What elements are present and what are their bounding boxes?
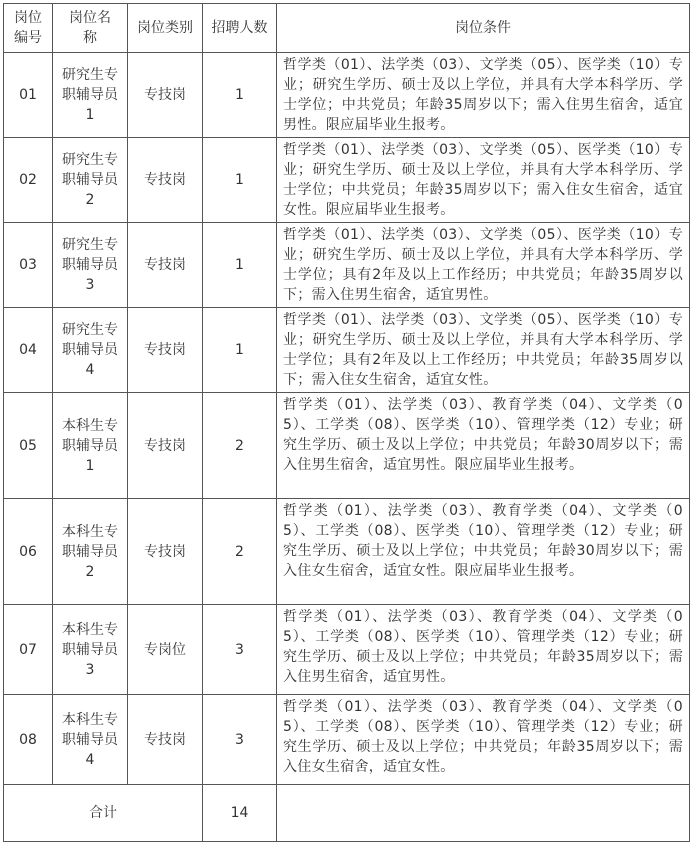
table-row xyxy=(4,605,690,695)
header-position-id: 岗位编号 xyxy=(4,4,53,53)
header-hire-count: 招聘人数 xyxy=(203,4,277,53)
position-id: 01 xyxy=(4,53,53,138)
total-label: 合计 xyxy=(4,785,203,842)
position-conditions: 哲学类（01）、法学类（03）、文学类（05）、医学类（10）专业；研究生学历、硕士及以上学位，并具有大学本科学历、学士学位；具有2年及以上工作经历；中共党员；年龄35周岁以下；需入住女生宿舍，适宜女性。 xyxy=(277,308,690,393)
position-type: 专技岗 xyxy=(128,138,203,223)
position-type: 专技岗 xyxy=(128,223,203,308)
position-name: 研究生专职辅导员2 xyxy=(53,138,128,223)
table-row xyxy=(4,308,690,393)
position-name: 研究生专职辅导员4 xyxy=(53,308,128,393)
hire-count: 1 xyxy=(203,53,277,138)
table-row xyxy=(4,499,690,605)
hire-count: 1 xyxy=(203,138,277,223)
hire-count: 1 xyxy=(203,308,277,393)
position-name: 本科生专职辅导员2 xyxy=(53,499,128,605)
position-type: 专技岗 xyxy=(128,53,203,138)
position-conditions: 哲学类（01）、法学类（03）、教育学类（04）、文学类（05）、工学类（08）、医学类（10）、管理学类（12）专业；研究生学历、硕士及以上学位；中共党员；年龄30周岁以下；需入住男生宿舍，适宜男性。限应届毕业生报考。 xyxy=(277,393,690,499)
position-name: 研究生专职辅导员1 xyxy=(53,53,128,138)
position-type: 专技岗 xyxy=(128,499,203,605)
position-conditions: 哲学类（01）、法学类（03）、文学类（05）、医学类（10）专业；研究生学历、硕士及以上学位，并具有大学本科学历、学士学位；中共党员；年龄35周岁以下；需入住女生宿舍，适宜女性。限应届毕业生报考。 xyxy=(277,138,690,223)
header-row xyxy=(4,4,690,53)
position-conditions: 哲学类（01）、法学类（03）、教育学类（04）、文学类（05）、工学类（08）、医学类（10）、管理学类（12）专业；研究生学历、硕士及以上学位；中共党员；年龄35周岁以下；需入住女生宿舍，适宜女性。 xyxy=(277,695,690,785)
position-type: 专技岗 xyxy=(128,393,203,499)
hire-count: 2 xyxy=(203,393,277,499)
position-conditions: 哲学类（01）、法学类（03）、教育学类（04）、文学类（05）、工学类（08）、医学类（10）、管理学类（12）专业；研究生学历、硕士及以上学位；中共党员；年龄30周岁以下；需入住女生宿舍，适宜女性。限应届毕业生报考。 xyxy=(277,499,690,605)
position-conditions: 哲学类（01）、法学类（03）、教育学类（04）、文学类（05）、工学类（08）、医学类（10）、管理学类（12）专业；研究生学历、硕士及以上学位；中共党员；年龄35周岁以下；需入住男生宿舍，适宜男性。 xyxy=(277,605,690,695)
header-position-type: 岗位类别 xyxy=(128,4,203,53)
position-id: 04 xyxy=(4,308,53,393)
header-conditions: 岗位条件 xyxy=(277,4,690,53)
position-conditions: 哲学类（01）、法学类（03）、文学类（05）、医学类（10）专业；研究生学历、硕士及以上学位，并具有大学本科学历、学士学位；中共党员；年龄35周岁以下；需入住男生宿舍，适宜男性。限应届毕业生报考。 xyxy=(277,53,690,138)
total-count: 14 xyxy=(203,785,277,842)
hire-count: 3 xyxy=(203,605,277,695)
position-name: 研究生专职辅导员3 xyxy=(53,223,128,308)
position-id: 02 xyxy=(4,138,53,223)
position-type: 专技岗 xyxy=(128,695,203,785)
hire-count: 1 xyxy=(203,223,277,308)
position-type: 专岗位 xyxy=(128,605,203,695)
table-row xyxy=(4,223,690,308)
position-id: 03 xyxy=(4,223,53,308)
total-conditions-empty xyxy=(277,785,690,842)
position-id: 07 xyxy=(4,605,53,695)
table-row xyxy=(4,695,690,785)
header-position-name: 岗位名称 xyxy=(53,4,128,53)
table-row xyxy=(4,138,690,223)
table-row xyxy=(4,53,690,138)
hire-count: 3 xyxy=(203,695,277,785)
total-row xyxy=(4,785,690,842)
recruitment-table xyxy=(3,3,690,842)
table-row xyxy=(4,393,690,499)
hire-count: 2 xyxy=(203,499,277,605)
position-name: 本科生专职辅导员4 xyxy=(53,695,128,785)
position-type: 专技岗 xyxy=(128,308,203,393)
position-id: 05 xyxy=(4,393,53,499)
position-conditions: 哲学类（01）、法学类（03）、文学类（05）、医学类（10）专业；研究生学历、硕士及以上学位，并具有大学本科学历、学士学位；具有2年及以上工作经历；中共党员；年龄35周岁以下；需入住男生宿舍，适宜男性。 xyxy=(277,223,690,308)
position-id: 06 xyxy=(4,499,53,605)
position-id: 08 xyxy=(4,695,53,785)
position-name: 本科生专职辅导员3 xyxy=(53,605,128,695)
position-name: 本科生专职辅导员1 xyxy=(53,393,128,499)
